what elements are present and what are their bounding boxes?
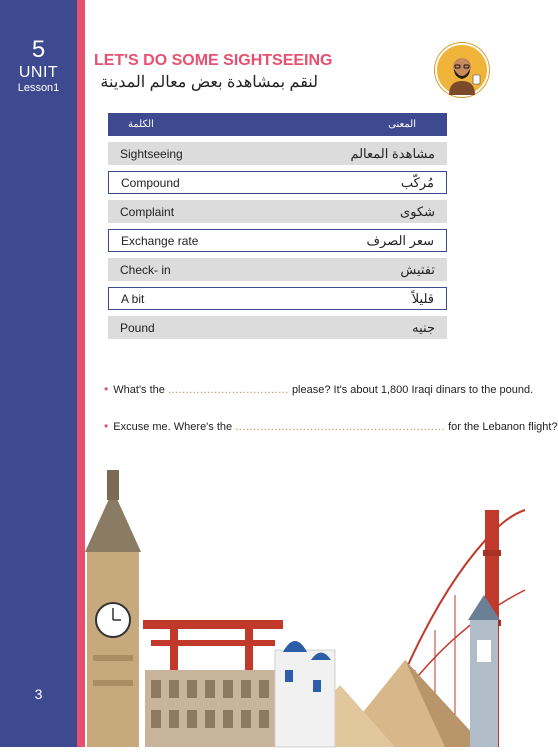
answer-blank[interactable]: ........................................................... [235, 421, 446, 433]
santorini-icon [275, 641, 335, 747]
page-title: LET'S DO SOME SIGHTSEEING [94, 52, 333, 69]
vocabulary-table [108, 113, 447, 339]
sentence-end: for the Lebanon flight? [448, 421, 558, 433]
exercise-sentence-1 [104, 382, 533, 396]
exercise-sentence-2 [104, 419, 558, 433]
word-ar: تفتيش [400, 261, 435, 277]
word-en: Complaint [120, 204, 175, 219]
unit-sidebar [0, 0, 77, 747]
page-title-arabic: لنقم بمشاهدة بعض معالم المدينة [100, 74, 318, 91]
word-en: Exchange rate [121, 233, 199, 248]
big-ben-icon [85, 470, 141, 747]
word-ar: قليلاً [411, 290, 434, 306]
word-en: Compound [121, 175, 180, 190]
bullet-icon: • [104, 419, 109, 433]
page-number: 3 [34, 686, 43, 702]
table-row [108, 142, 447, 165]
table-row [108, 229, 447, 252]
landmarks-illustration [85, 470, 525, 747]
unit-number: 5 [31, 36, 46, 63]
vocabulary-table-header [108, 113, 447, 136]
sentence-start: What's the [113, 384, 165, 396]
bullet-icon: • [104, 382, 109, 396]
sidebar-accent-stripe [77, 0, 85, 747]
table-row [108, 316, 447, 339]
unit-label: UNIT [18, 64, 59, 81]
word-ar: مشاهدة المعالم [350, 145, 435, 161]
table-row [108, 258, 447, 281]
word-ar: جنيه [412, 319, 435, 335]
table-row [108, 200, 447, 223]
word-en: Check- in [120, 262, 171, 277]
word-ar: مُركّب [400, 174, 434, 190]
word-en: Sightseeing [120, 146, 183, 161]
word-ar: شكوى [400, 203, 435, 219]
sentence-end: please? It's about 1,800 Iraqi dinars to the pound. [291, 384, 534, 396]
colosseum-icon [145, 670, 285, 747]
teacher-avatar-icon [435, 43, 489, 97]
sentence-start: Excuse me. Where's the [113, 421, 233, 433]
lesson-label: Lesson1 [17, 82, 60, 94]
header-meaning: المعنى [388, 119, 416, 130]
word-en: A bit [121, 291, 145, 306]
tower-bridge-icon [468, 595, 500, 747]
table-row [108, 287, 447, 310]
word-en: Pound [120, 320, 155, 335]
word-ar: سعر الصرف [366, 232, 434, 248]
header-word: الكلمة [128, 119, 154, 130]
table-row [108, 171, 447, 194]
answer-blank[interactable]: .................................. [167, 384, 289, 396]
